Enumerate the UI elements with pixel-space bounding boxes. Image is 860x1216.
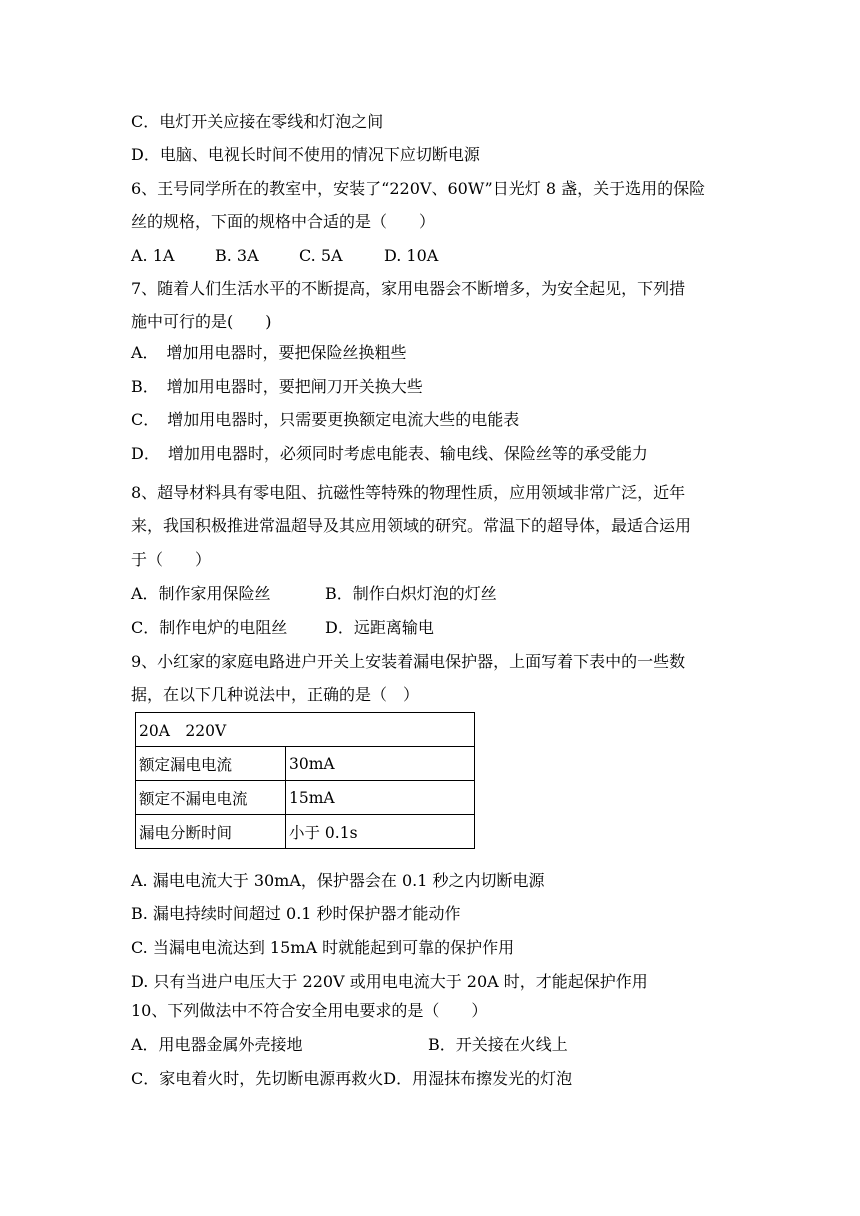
- q7-stem-line-2: 施中可行的是( ): [131, 312, 272, 331]
- q8-options-row-1: [131, 584, 497, 604]
- q8-stem-line-1: 8、超导材料具有零电阻、抗磁性等特殊的物理性质，应用领域非常广泛，近年: [131, 483, 686, 502]
- spec-label: 漏电分断时间: [136, 815, 286, 849]
- q7-stem-line-1: 7、随着人们生活水平的不断提高，家用电器会不断增多，为安全起见，下列措: [131, 279, 686, 298]
- q10-options-row-1: [131, 1035, 568, 1055]
- q8-options-row-2: [131, 618, 434, 638]
- spec-table-header-row: [136, 713, 475, 747]
- spec-table-row: [136, 747, 475, 781]
- q9-stem-line-1: 9、小红家的家庭电路进户开关上安装着漏电保护器，上面写着下表中的一些数: [131, 652, 686, 671]
- q5-option-c: C．电灯开关应接在零线和灯泡之间: [131, 112, 384, 131]
- q9-option-c: C. 当漏电电流达到 15mA 时就能起到可靠的保护作用: [131, 938, 515, 957]
- spec-value: 15mA: [286, 781, 475, 815]
- q8-option-a: A．制作家用保险丝: [131, 584, 271, 603]
- q10-stem: 10、下列做法中不符合安全用电要求的是（ ）: [131, 1001, 488, 1020]
- q7-option-c: C． 增加用电器时，只需要更换额定电流大些的电能表: [131, 410, 520, 429]
- q9-option-a: A. 漏电电流大于 30mA，保护器会在 0.1 秒之内切断电源: [131, 871, 545, 890]
- spec-value: 30mA: [286, 747, 475, 781]
- q7-option-b: B． 增加用电器时，要把闸刀开关换大些: [131, 377, 423, 396]
- q7-option-a: A． 增加用电器时，要把保险丝换粗些: [131, 343, 407, 362]
- q7-option-d: D． 增加用电器时，必须同时考虑电能表、输电线、保险丝等的承受能力: [131, 444, 648, 463]
- q6-option-b: B. 3A: [215, 246, 259, 265]
- spec-label: 额定不漏电电流: [136, 781, 286, 815]
- q6-option-c: C. 5A: [299, 246, 343, 265]
- q10-option-a: A．用电器金属外壳接地: [131, 1035, 303, 1054]
- q9-stem-line-2: 据，在以下几种说法中，正确的是（ ）: [131, 685, 420, 704]
- q5-option-d: D．电脑、电视长时间不使用的情况下应切断电源: [131, 145, 480, 164]
- spec-table-row: [136, 781, 475, 815]
- q8-option-d: D．远距离输电: [325, 618, 434, 637]
- q10-option-b: B．开关接在火线上: [428, 1035, 568, 1054]
- q6-option-d: D. 10A: [384, 246, 439, 265]
- q8-stem-line-2: 来，我国积极推进常温超导及其应用领域的研究。常温下的超导体，最适合运用: [131, 516, 692, 535]
- spec-table-header: 20A 220V: [136, 713, 475, 747]
- q6-stem-line-1: 6、王号同学所在的教室中，安装了“220V、60W”日光灯 8 盏，关于选用的保险: [131, 179, 706, 198]
- q9-option-d: D. 只有当进户电压大于 220V 或用电电流大于 20A 时，才能起保护作用: [131, 972, 648, 991]
- spec-label: 额定漏电电流: [136, 747, 286, 781]
- q8-stem-line-3: 于（ ）: [131, 550, 212, 569]
- q6-options: [131, 246, 438, 266]
- spec-value: 小于 0.1s: [286, 815, 475, 849]
- leakage-protector-spec-table: [135, 712, 475, 849]
- q9-option-b: B. 漏电持续时间超过 0.1 秒时保护器才能动作: [131, 904, 461, 923]
- q8-option-b: B．制作白炽灯泡的灯丝: [325, 584, 497, 603]
- spec-table-row: [136, 815, 475, 849]
- q8-option-c: C．制作电炉的电阻丝: [131, 618, 288, 637]
- q10-options-row-2: C．家电着火时，先切断电源再救火D．用湿抹布擦发光的灯泡: [131, 1069, 573, 1088]
- q6-stem-line-2: 丝的规格，下面的规格中合适的是（ ）: [131, 212, 436, 231]
- q6-option-a: A. 1A: [131, 246, 175, 265]
